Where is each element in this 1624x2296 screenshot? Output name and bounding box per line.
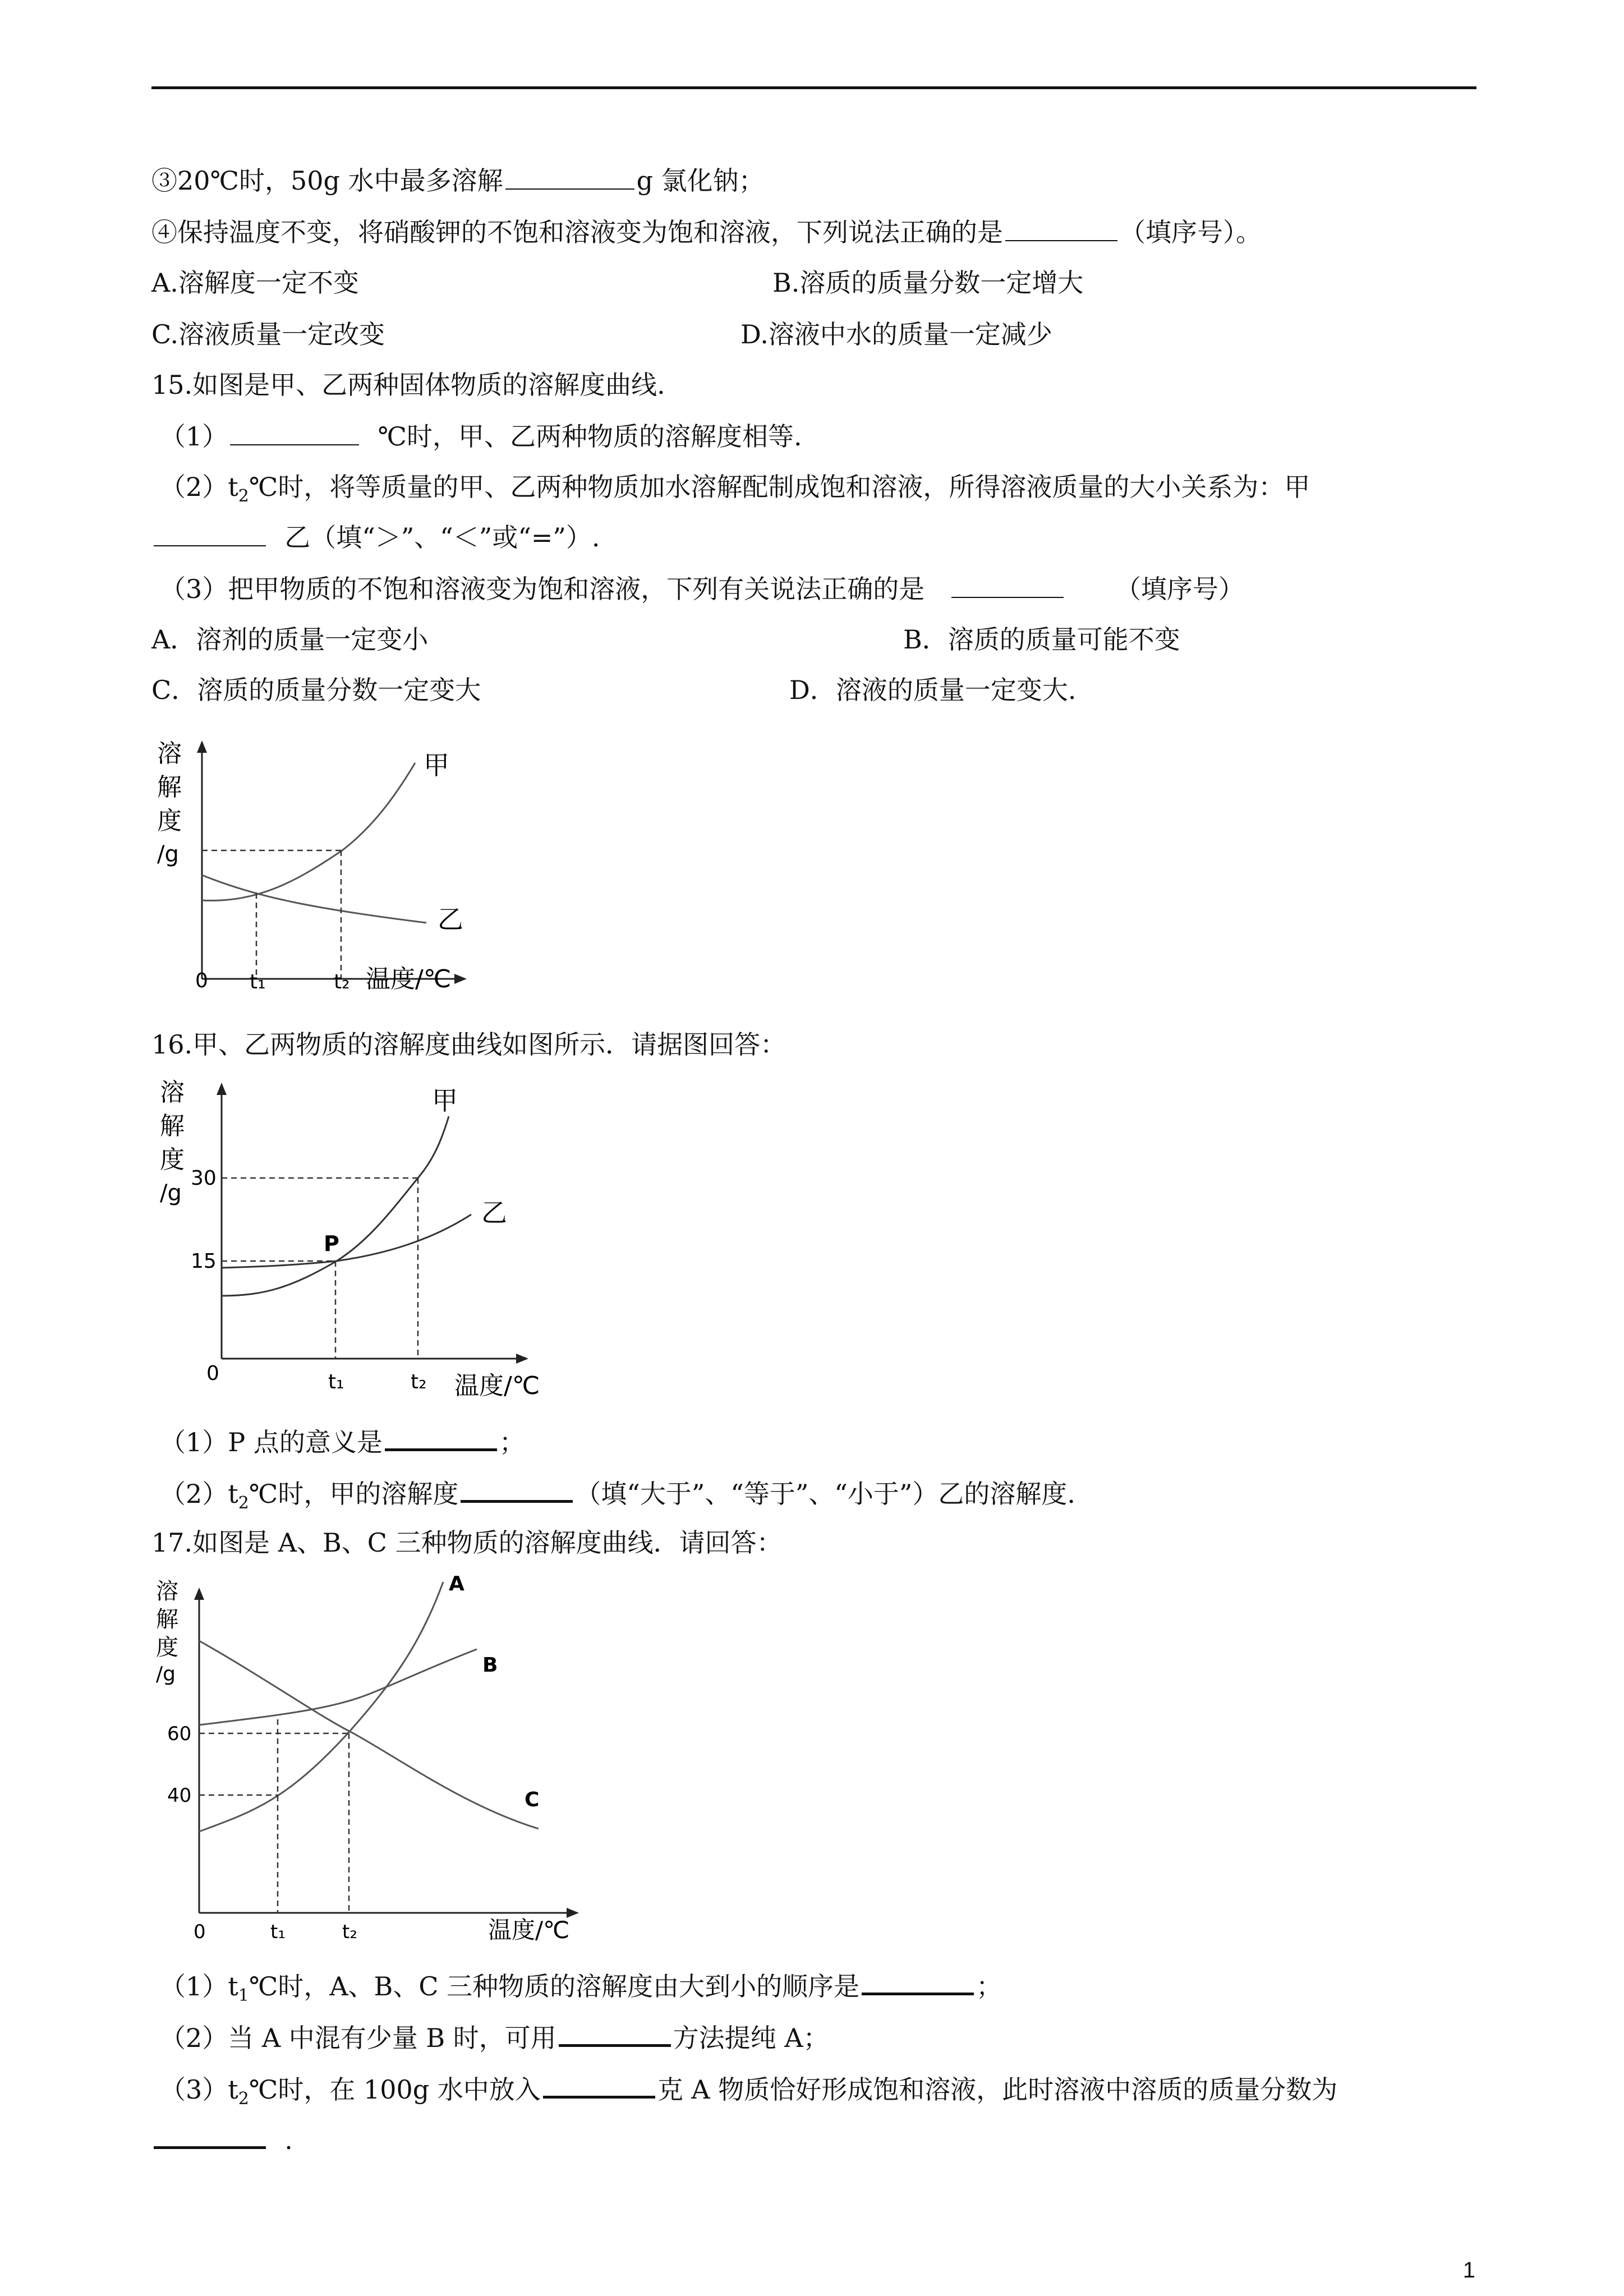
series-label-a: A [449,1572,464,1595]
q17-part3-cont: . [151,2122,1498,2157]
x-tick-t1: t₁ [270,1921,286,1941]
y-tick-15: 15 [191,1250,217,1273]
x-tick-t2: t₂ [411,1370,427,1393]
answer-blank[interactable] [1005,215,1117,241]
x-tick-t2: t₂ [334,970,350,993]
x-tick-t1: t₁ [250,970,266,993]
answer-blank[interactable] [862,1968,974,1995]
y-label: /g [157,841,179,867]
q14-option-d: D.溶液中水的质量一定减少 [740,319,1052,349]
origin-label: 0 [195,969,208,992]
q14-item4: ④保持温度不变，将硝酸钾的不饱和溶液变为饱和溶液，下列说法正确的是 （填序号）。 [151,215,1498,249]
y-label: 溶 [157,739,182,768]
q15-part2: $(2)t_2℃$时，将等质量的甲、乙两种物质加水溶解配制成饱和溶液，所得溶液质量的大小关系为：甲 [160,472,1310,507]
y-label: 解 [157,773,182,802]
answer-blank[interactable] [951,572,1064,598]
y-label: 溶 [156,1579,178,1604]
q16-part1: （1）P 点的意义是 ； [160,1424,1506,1459]
q14-option-c: C.溶液质量一定改变 [151,319,385,349]
series-label-yi: 乙 [438,904,463,935]
answer-blank[interactable] [543,2071,655,2099]
y-label: /g [160,1180,182,1206]
q14-item3: ③20℃时，50g 水中最多溶解 g 氯化钠； [151,164,1498,197]
figure-16-solubility-chart [151,1066,555,1414]
answer-blank[interactable] [230,420,359,445]
q17-stem: 17.如图是 A、B、C 三种物质的溶解度曲线．请回答： [151,1527,783,1558]
q15-option-a: A．溶剂的质量一定变小 [151,624,429,655]
answer-blank[interactable] [385,1424,497,1451]
y-tick-30: 30 [191,1167,217,1190]
point-p-label: P [324,1231,339,1256]
y-tick-40: 40 [167,1784,192,1807]
answer-blank[interactable] [154,521,266,546]
page-number: 1 [1462,2258,1475,2283]
q15-part2-cont: 乙（填“＞”、“＜”或“=”）. [151,521,1498,554]
answer-blank[interactable] [461,1475,573,1503]
y-axis-arrow [194,1588,204,1600]
q15-option-c: C．溶质的质量分数一定变大 [151,675,481,705]
q15-part3: （3）把甲物质的不饱和溶液变为饱和溶液，下列有关说法正确的是 （填序号） [160,572,1506,606]
y-label: 度 [160,1145,185,1174]
x-label: 温度/℃ [366,965,452,993]
y-axis-arrow [217,1083,227,1095]
y-label: 溶 [160,1078,185,1107]
answer-blank[interactable] [505,164,634,190]
origin-label: 0 [206,1362,219,1385]
x-axis-arrow [516,1354,528,1364]
q16-stem: 16.甲、乙两物质的溶解度曲线如图所示．请据图回答： [151,1029,786,1060]
q15-stem: 15.如图是甲、乙两种固体物质的溶解度曲线. [151,370,665,400]
series-label-jia: 甲 [424,750,449,780]
series-label-jia: 甲 [432,1085,458,1116]
x-tick-t1: t₁ [328,1370,344,1393]
series-a-curve [199,1582,443,1832]
y-label: 解 [160,1112,185,1140]
q17-part1: $(1)t_1℃$时，A、B、C 三种物质的溶解度由大到小的顺序是 ； [160,1968,1506,2013]
q14-option-a: A.溶解度一定不变 [151,268,359,298]
x-label: 温度/℃ [454,1372,540,1400]
q15-part1: （1） ℃时，甲、乙两种物质的溶解度相等. [160,420,1506,453]
figure-15-solubility-chart [146,729,494,1021]
x-tick-t2: t₂ [342,1921,357,1941]
q14-option-b: B.溶质的质量分数一定增大 [772,268,1084,298]
figure-17-solubility-chart [151,1571,600,1941]
q15-option-b: B．溶质的质量可能不变 [903,624,1180,655]
series-label-yi: 乙 [481,1198,507,1228]
y-label: /g [156,1663,176,1686]
series-b-curve [199,1649,477,1725]
series-label-c: C [525,1788,540,1811]
series-label-b: B [482,1654,498,1677]
series-jia-curve [202,763,415,900]
q17-part2: （2）当 A 中混有少量 B 时，可用 方法提纯 A； [160,2019,1506,2055]
q15-option-d: D．溶液的质量一定变大. [789,675,1076,705]
series-yi-curve [222,1214,471,1268]
series-jia-curve [222,1116,449,1296]
answer-blank[interactable] [559,2019,671,2047]
header-rule [151,86,1476,89]
origin-label: 0 [194,1921,206,1941]
y-axis-arrow [197,740,207,753]
answer-blank[interactable] [154,2122,266,2149]
y-tick-60: 60 [167,1723,192,1745]
q17-part3: $(3)t_2℃$时，在 100g 水中放入 克 A 物质恰好形成饱和溶液，此时溶液中溶质的质量分数为 [160,2071,1506,2116]
y-label: 度 [157,807,182,835]
q16-part2: $(2)t_2℃$时，甲的溶解度 （填“大于”、“等于”、“小于”）乙的溶解度. [160,1475,1506,1520]
y-label: 度 [156,1635,178,1660]
x-axis-arrow [454,974,467,984]
x-label: 温度/℃ [488,1916,570,1941]
y-label: 解 [156,1607,178,1632]
